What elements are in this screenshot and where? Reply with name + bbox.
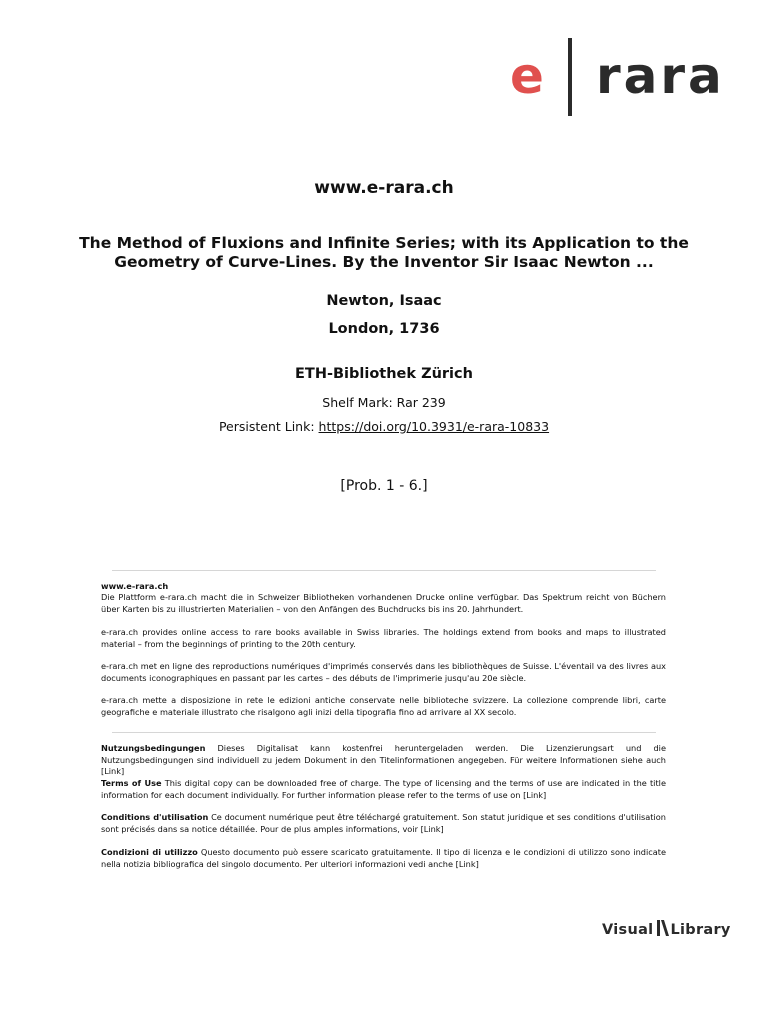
- terms-it: [101, 847, 666, 870]
- terms-en-label: Terms of Use: [101, 778, 162, 788]
- divider-top: [112, 570, 656, 571]
- visual-library-mark-icon: [656, 920, 669, 936]
- logo-letter-e: e: [510, 47, 544, 105]
- divider-middle: [112, 732, 656, 733]
- logo-word-rara: rara: [596, 47, 725, 105]
- terms-de: [101, 743, 666, 778]
- terms-it-text: Questo documento può essere scaricato gratuitamente. Il tipo di licenza e le condizioni di utilizzo sono indicate nella notizia bibliografica del singolo documento. Per ulteriori informazioni vedi anche [Link]: [101, 847, 666, 869]
- e-rara-logo: [510, 38, 730, 118]
- part-label: [Prob. 1 - 6.]: [340, 478, 428, 494]
- terms-en: [101, 778, 666, 801]
- about-text-it: e-rara.ch mette a disposizione in rete le edizioni antiche conservate nelle biblioteche svizzere. La collezione comprende libri, carte geografiche e materiale illustrato che risalgono agli inizi della tipografia fino ad arrivare al XX secolo.: [101, 695, 666, 717]
- about-text-de: Die Plattform e-rara.ch macht die in Schweizer Bibliotheken vorhandenen Drucke online verfügbar. Das Spektrum reicht von Büchern über Karten bis zu illustrierten Materialien – von den Anfängen des Buchdrucks bis ins 20. Jahrhundert.: [101, 592, 666, 614]
- visual-library-logo: [602, 919, 731, 941]
- persistent-link-label: Persistent Link:: [218, 419, 319, 434]
- terms-de-text: Dieses Digitalisat kann kostenfrei heruntergeladen werden. Die Lizenzierungsart und die Nutzungsbedingungen sind individuell zu jedem Dokument in den Titelinformationen angegeben. Für weitere Informationen siehe auch [Link]: [101, 743, 666, 776]
- terms-fr: [101, 812, 666, 835]
- site-heading: www.e-rara.ch: [314, 178, 454, 198]
- document-author: Newton, Isaac: [326, 293, 442, 309]
- persistent-link-line: [40, 418, 728, 436]
- about-text-fr: e-rara.ch met en ligne des reproductions numériques d'imprimés conservés dans les bibliothèques de Suisse. L'éventail va des livres aux documents iconographiques en passant par les cartes – des débuts de l'imprimerie jusqu'au 20e siècle.: [101, 661, 666, 683]
- about-text-en: e-rara.ch provides online access to rare books available in Swiss libraries. The holdings extend from books and maps to illustrated material – from the beginnings of printing to the 20th century.: [101, 627, 666, 649]
- document-place-date: London, 1736: [328, 321, 440, 337]
- about-site-label: www.e-rara.ch: [101, 581, 169, 591]
- terms-fr-text: Ce document numérique peut être téléchargé gratuitement. Son statut juridique et ses conditions d'utilisation sont précisés dans sa notice détaillée. Pour de plus amples informations, voir [Link]: [101, 812, 666, 834]
- visual-library-word-visual: Visual: [602, 922, 654, 938]
- visual-library-word-library: Library: [670, 922, 731, 938]
- terms-en-text: This digital copy can be downloaded free of charge. The type of licensing and the terms of use are indicated in the title information for each document individually. For further information please refer to the terms of use on [Link]: [101, 778, 666, 800]
- terms-fr-label: Conditions d'utilisation: [101, 812, 209, 822]
- terms-it-label: Condizioni di utilizzo: [101, 847, 198, 857]
- holding-library: ETH-Bibliothek Zürich: [295, 366, 473, 382]
- logo-divider-bar: [568, 38, 572, 116]
- persistent-link[interactable]: https://doi.org/10.3931/e-rara-10833: [318, 419, 550, 434]
- terms-de-label: Nutzungsbedingungen: [101, 743, 206, 753]
- about-site-heading: [101, 581, 666, 593]
- document-title: The Method of Fluxions and Infinite Series; with its Application to the Geometry of Curve-Lines. By the Inventor Sir Isaac Newton ...: [79, 234, 689, 271]
- shelf-mark: Shelf Mark: Rar 239: [322, 395, 446, 410]
